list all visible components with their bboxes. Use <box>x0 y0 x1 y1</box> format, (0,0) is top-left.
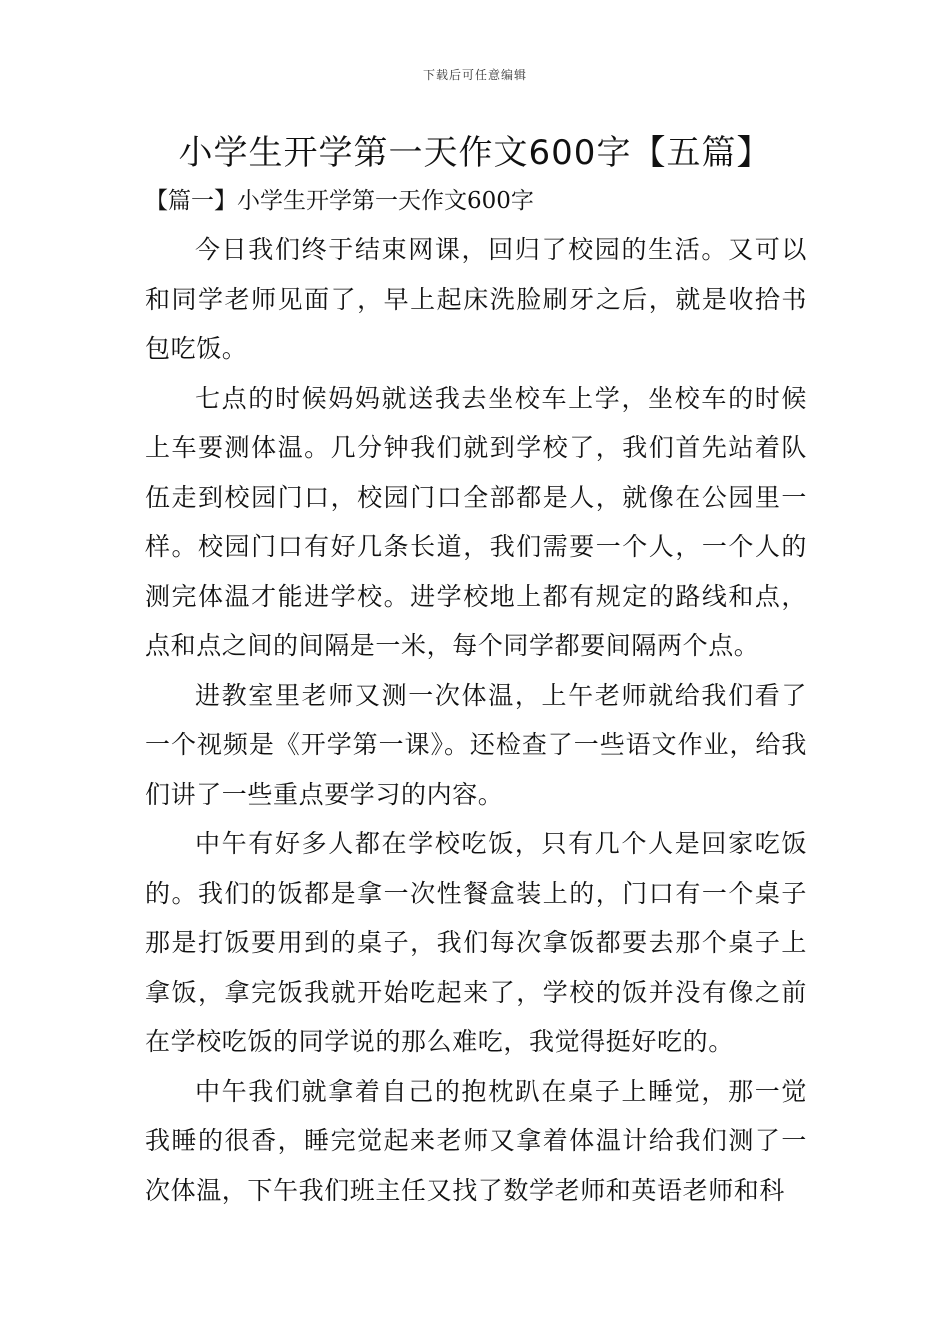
document-title: 小学生开学第一天作文600字【五篇】 <box>178 133 772 173</box>
download-note: 下载后可任意编辑 <box>422 68 527 82</box>
section-heading: 【篇一】小学生开学第一天作文600字 <box>145 188 534 214</box>
paragraph: 中午我们就拿着自己的抱枕趴在桌子上睡觉，那一觉我睡的很香，睡完觉起来老师又拿着体温计给我们测了一次体温，下午我们班主任又找了数学老师和英语老师和科 <box>145 1076 807 1205</box>
paragraph: 今日我们终于结束网课，回归了校园的生活。又可以和同学老师见面了，早上起床洗脸刷牙之后，就是收拾书包吃饭。 <box>145 235 807 363</box>
paragraph: 进教室里老师又测一次体温，上午老师就给我们看了一个视频是《开学第一课》。还检查了一些语文作业，给我们讲了一些重点要学习的内容。 <box>145 680 807 809</box>
paragraph: 中午有好多人都在学校吃饭，只有几个人是回家吃饭的。我们的饭都是拿一次性餐盒装上的，门口有一个桌子那是打饭要用到的桌子，我们每次拿饭都要去那个桌子上拿饭，拿完饭我就开始吃起来了，学校的饭并没有像之前在学校吃饭的同学说的那么难吃，我觉得挺好吃的。 <box>145 829 807 1056</box>
paragraph: 七点的时候妈妈就送我去坐校车上学，坐校车的时候上车要测体温。几分钟我们就到学校了，我们首先站着队伍走到校园门口，校园门口全部都是人，就像在公园里一样。校园门口有好几条长道，我们需要一个人，一个人的测完体温才能进学校。进学校地上都有规定的路线和点，点和点之间的间隔是一米，每个同学都要间隔两个点。 <box>145 383 807 660</box>
article-body <box>145 225 807 1215</box>
